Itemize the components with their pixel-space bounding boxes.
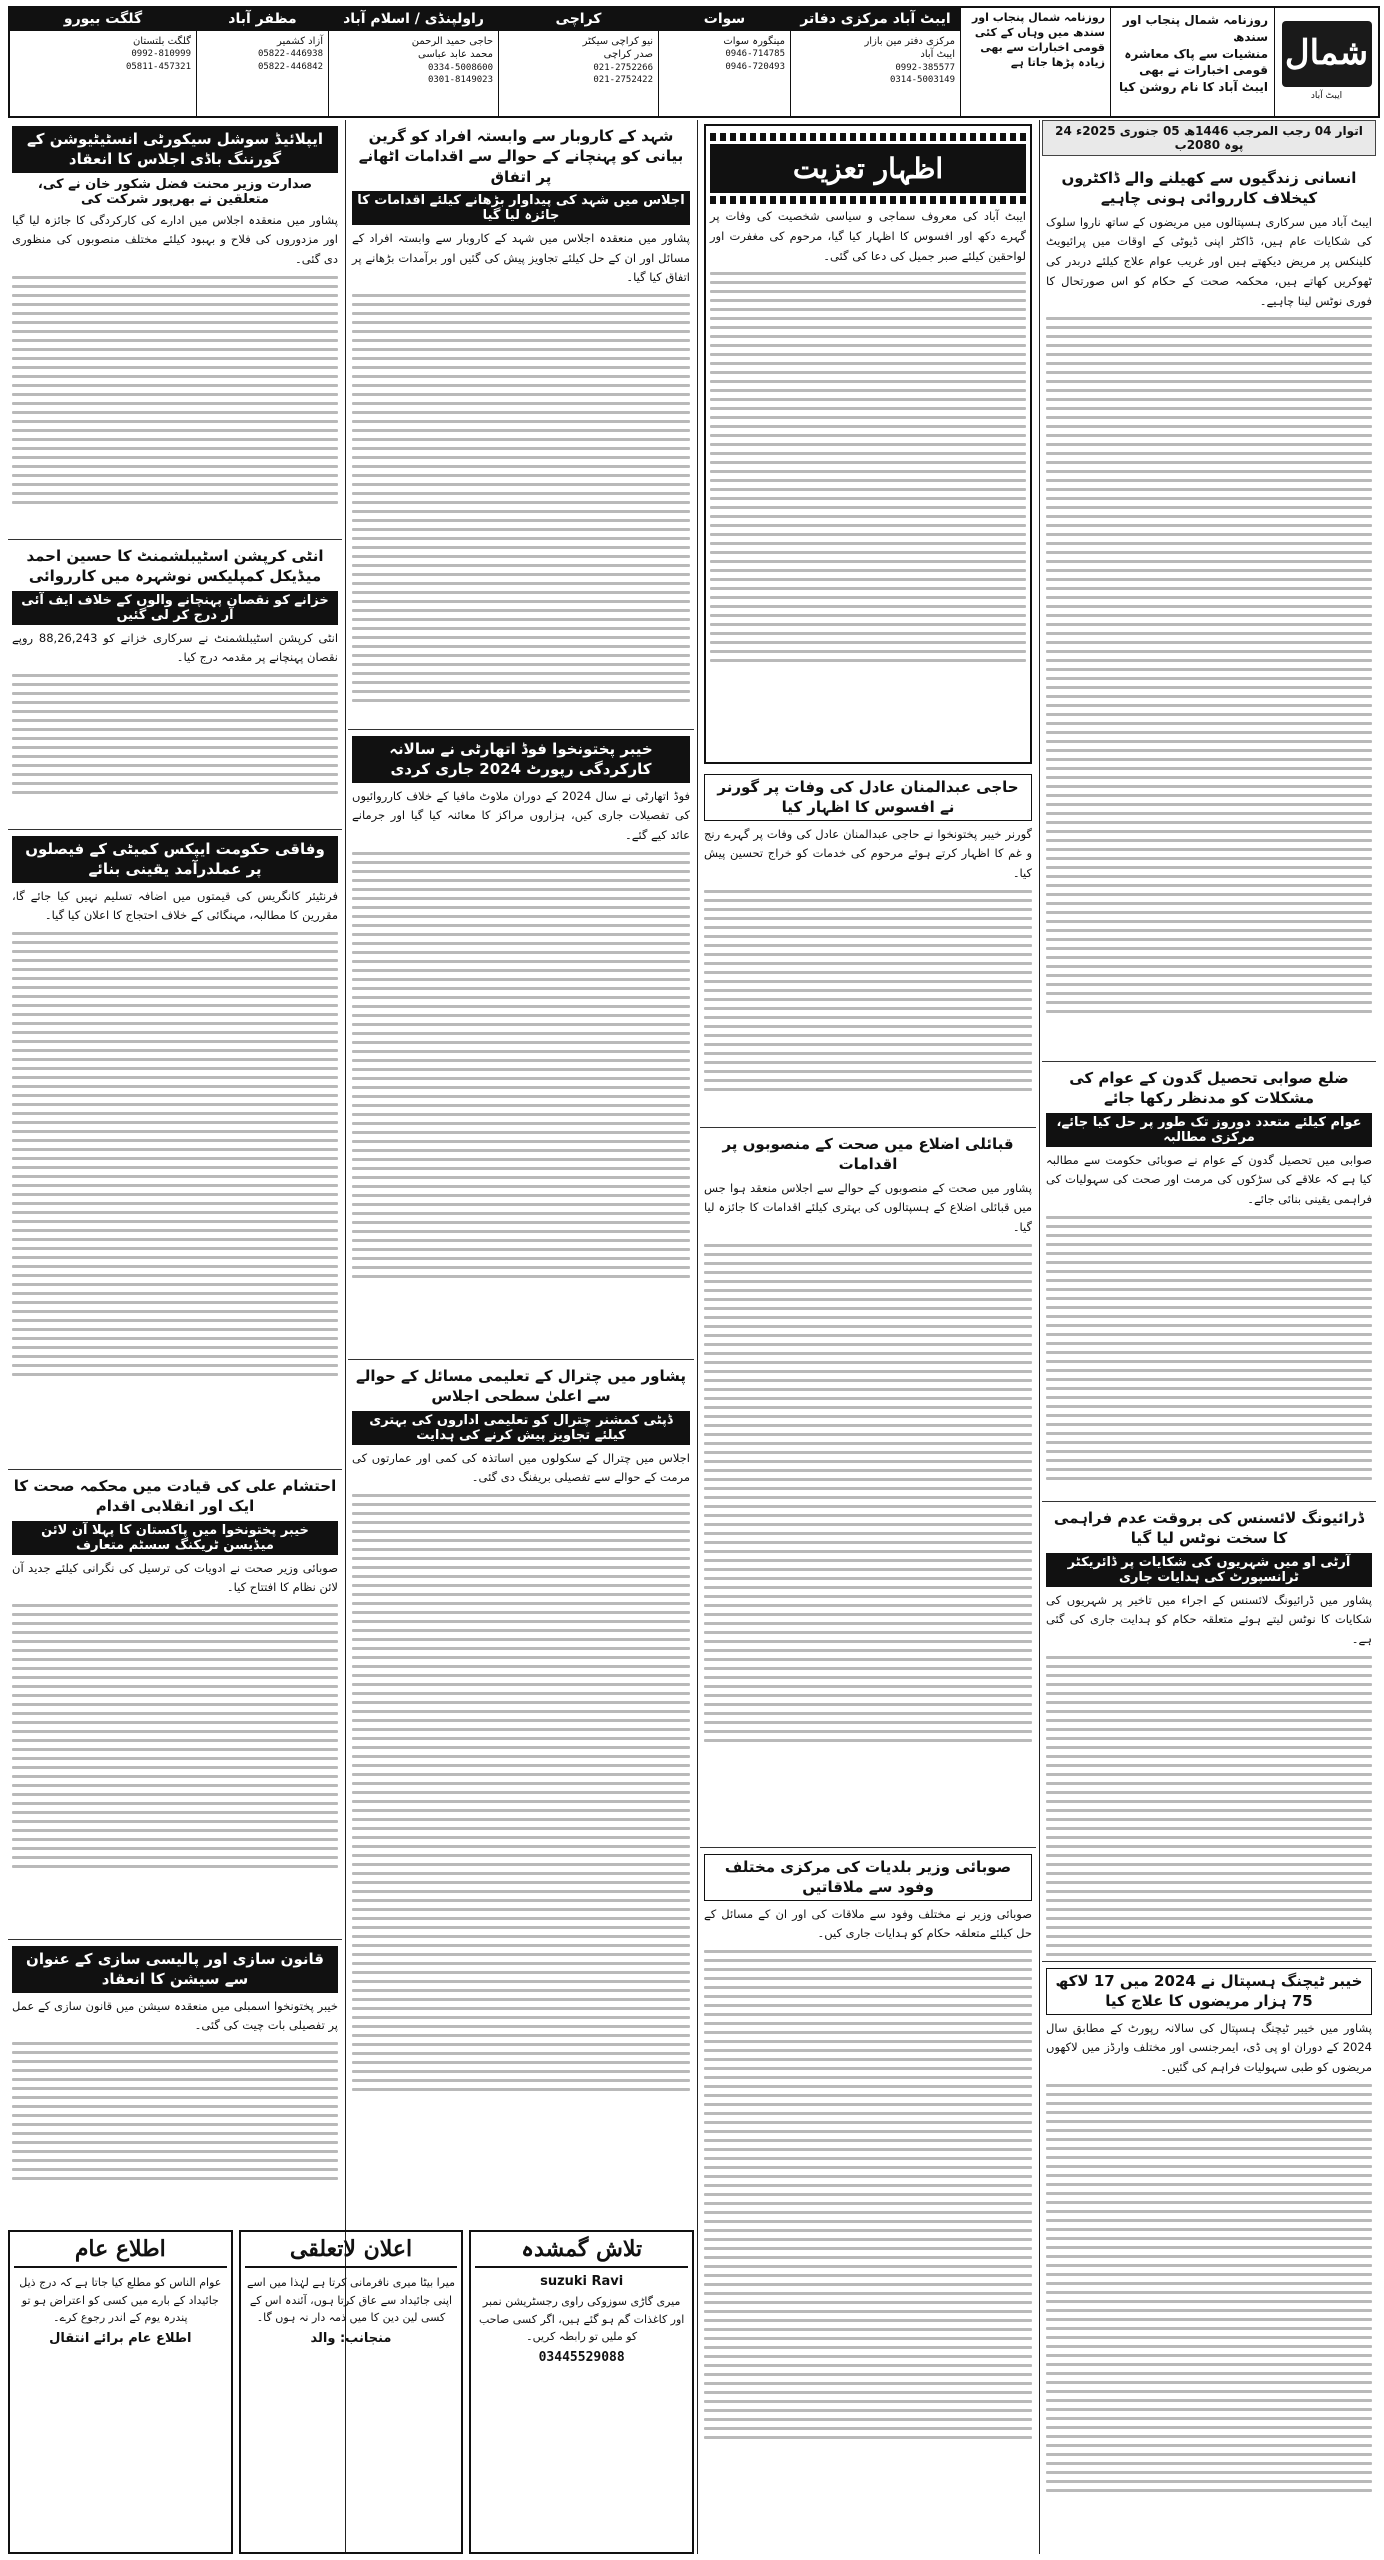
article-body: پشاور میں خیبر ٹیچنگ ہسپتال کی سالانہ رپورٹ کے مطابق سال 2024 کے دوران او پی ڈی، ایمرجنسی اور مختلف وارڈز میں لاکھوں مریضوں کو طبی سہولیات فراہم کی گئیں۔	[1046, 2020, 1372, 2075]
article-text-lines	[12, 932, 338, 1376]
ad-title: تلاش گمشدہ	[475, 2236, 688, 2268]
dateline: اتوار 04 رجب المرجب 1446ھ 05 جنوری 2025ء 24 پوہ 2080ب	[1042, 120, 1376, 156]
column-divider	[1039, 120, 1040, 2554]
ornament-border	[710, 196, 1026, 204]
article-body: پشاور میں صحت کے منصوبوں کے حوالے سے اجلاس منعقد ہوا جس میں قبائلی اضلاع کے ہسپتالوں کی بہتری کیلئے اقدامات کا جائزہ لیا گیا۔	[704, 1180, 1032, 1235]
ad-body: میرا بیٹا میری نافرمانی کرتا ہے لہٰذا میں اسے اپنی جائیداد سے عاق کرتا ہوں، آئندہ اس کے کسی لین دین کا میں ذمہ دار نہ ہوں گا۔	[246, 2276, 455, 2325]
article-body: اجلاس میں چترال کے سکولوں میں اساتذہ کی کمی اور عمارتوں کی مرمت کے حوالے سے تفصیلی بریفنگ دی گئی۔	[352, 1450, 690, 1485]
article-body: پشاور میں منعقدہ اجلاس میں شہد کے کاروبار سے وابستہ افراد کے مسائل اور ان کے حل کیلئے تجاویز پیش کی گئیں اور برآمدات بڑھانے پر اتفاق کیا گیا۔	[352, 230, 690, 285]
article-text-lines	[704, 1950, 1032, 2439]
article-body: صوبائی وزیر نے مختلف وفود سے ملاقات کی اور ان کے مسائل کے حل کیلئے متعلقہ حکام کو ہدایات جاری کیں۔	[704, 1906, 1032, 1941]
article-text-lines	[710, 272, 1026, 662]
article-headline: قبائلی اضلاع میں صحت کے منصوبوں پر اقدامات	[722, 1135, 1014, 1174]
column-divider	[345, 120, 346, 2554]
article-subhead: خزانے کو نقصان پہنچانے والوں کے خلاف ایف آئی آر درج کر لی گئیں	[12, 591, 338, 625]
office-line: مینگورہ سوات	[723, 35, 785, 47]
article-headline: انٹی کرپشن اسٹیبلشمنٹ کا حسین احمد میڈیکل کمپلیکس نوشہرہ میں کارروائی	[26, 547, 324, 586]
article-subhead: عوام کیلئے متعدد دوروز تک طور پر حل کیا جائے، مرکزی مطالبہ	[1046, 1113, 1372, 1147]
article-social-security	[8, 120, 342, 540]
article-chitral-education	[348, 1360, 694, 2224]
office-line: نیو کراچی سیکٹر	[582, 35, 653, 47]
office-phone: 05822-446938	[257, 49, 323, 60]
column-right	[1042, 120, 1376, 2554]
office-line: صدر کراچی	[603, 49, 653, 61]
office-phone: 0992-810999	[131, 49, 191, 60]
article-text-lines	[12, 1604, 338, 1868]
office-phone: 05822-446842	[257, 61, 323, 72]
condolence-body: ایبٹ آباد کی معروف سماجی و سیاسی شخصیت کی وفات پر گہرے دکھ اور افسوس کا اظہار کیا گیا، مرحوم کی مغفرت اور لواحقین کیلئے صبر جمیل کی دعا کی گئی۔	[710, 209, 1026, 263]
article-headline: احتشام علی کی قیادت میں محکمہ صحت کا ایک اور انقلابی اقدام	[13, 1477, 337, 1516]
brand-line: قومی اخبارات نے بھی	[1139, 63, 1268, 78]
office-phone: 0314-5003149	[889, 75, 955, 86]
column-center-left	[348, 120, 694, 2224]
article-minister-meetings	[700, 1848, 1036, 2548]
notice-line: قومی اخبارات سے بھی	[980, 40, 1105, 54]
article-body: صوبائی وزیر صحت نے ادویات کی ترسیل کی نگرانی کیلئے جدید آن لائن نظام کا افتتاح کیا۔	[12, 1560, 338, 1595]
office-line: مرکزی دفتر مین بازار	[864, 35, 955, 47]
article-body: انٹی کرپشن اسٹیبلشمنٹ نے سرکاری خزانے کو 88,26,243 روپے نقصان پہنچانے پر مقدمہ درج کیا۔	[12, 630, 339, 665]
article-editorial	[1042, 162, 1376, 1062]
article-text-lines	[352, 1494, 690, 2091]
article-body: فرنٹیئر کانگریس کی قیمتوں میں اضافہ تسلیم نہیں کیا جائے گا، مقررین کا مطالبہ، مہنگائی کے خلاف احتجاج کا اعلان کیا گیا۔	[12, 888, 338, 923]
office-karachi	[498, 8, 658, 116]
article-body: خیبر پختونخوا اسمبلی میں منعقدہ سیشن میں قانون سازی کے عمل پر تفصیلی بات چیت کی گئی۔	[12, 1998, 338, 2033]
office-phone: 021-2752422	[593, 75, 653, 86]
article-headline: خیبر پختونخوا فوڈ اتھارٹی نے سالانہ کارکردگی رپورٹ 2024 جاری کردی	[352, 736, 690, 783]
article-body: صوابی میں تحصیل گدون کے عوام نے صوبائی حکومت سے مطالبہ کیا ہے کہ علاقے کی سڑکوں کی مرمت اور صحت کی سہولیات کی فراہمی یقینی بنائی جائے۔	[1046, 1152, 1372, 1207]
article-text-lines	[12, 276, 338, 504]
office-rawalpindi	[328, 8, 498, 116]
article-text-lines	[1046, 1656, 1372, 1956]
article-honey	[348, 120, 694, 730]
logo-subtitle: ایبٹ آباد	[1310, 91, 1343, 102]
logo-block	[1274, 8, 1378, 116]
article-health-tracking	[8, 1470, 342, 1940]
article-headline: انسانی زندگیوں سے کھیلنے والے ڈاکٹروں کیخلاف کارروائی ہونی چاہیے	[1061, 169, 1357, 208]
article-body: ایبٹ آباد میں سرکاری ہسپتالوں میں مریضوں کے ساتھ ناروا سلوک کی شکایات عام ہیں، ڈاکٹر اپنی ڈیوٹی کے اوقات میں پرائیویٹ کلینکس پر مریض دیکھتے ہیں اور غریب عوام علاج کیلئے دربدر کی ٹھوکریں کھاتے ہیں، محکمہ صحت کے حکام کو اس صورتحال کا فوری نوٹس لینا چاہیے۔	[1046, 214, 1372, 308]
article-body: پشاور میں ڈرائیونگ لائسنس کے اجراء میں تاخیر پر شہریوں کی شکایات کا نوٹس لیتے ہوئے متعلقہ حکام کو ہدایت جاری کی گئی ہے۔	[1046, 1592, 1372, 1647]
article-headline: حاجی عبدالمنان عادل کی وفات پر گورنر نے افسوس کا اظہار کیا	[704, 774, 1032, 821]
office-swat	[658, 8, 790, 116]
ad-body: عوام الناس کو مطلع کیا جاتا ہے کہ درج ذیل جائیداد کے بارے میں کسی کو اعتراض ہو تو پندرہ یوم کے اندر رجوع کرے۔	[19, 2276, 222, 2325]
office-muzaffarabad	[196, 8, 328, 116]
office-line: گلگت بلتستان	[132, 35, 191, 47]
office-phone: 0946-714785	[725, 49, 785, 60]
office-phone: 0301-8149023	[427, 75, 493, 86]
article-body: گورنر خیبر پختونخوا نے حاجی عبدالمنان عادل کی وفات پر گہرے رنج و غم کا اظہار کرتے ہوئے مرحوم کی خدمات کو خراج تحسین پیش کیا۔	[704, 826, 1032, 881]
article-text-lines	[704, 1244, 1032, 1742]
article-governor	[700, 768, 1036, 1128]
article-subhead: خیبر پختونخوا میں پاکستان کا پہلا آن لائن میڈیسن ٹریکنگ سسٹم متعارف	[12, 1521, 338, 1555]
article-gadoon	[1042, 1062, 1376, 1502]
office-line: محمد عابد عباسی	[418, 49, 493, 61]
office-line: ایبٹ آباد	[920, 49, 955, 61]
office-line: آزاد کشمیر	[276, 35, 323, 47]
office-phone: 0334-5008600	[427, 62, 493, 73]
article-text-lines	[1046, 317, 1372, 1013]
article-khyber-hospital	[1042, 1962, 1376, 2554]
ad-phone: 03445529088	[538, 2349, 625, 2365]
office-title: گلگت بیورو	[10, 8, 196, 31]
article-text-lines	[352, 852, 690, 1278]
office-title: راولپنڈی / اسلام آباد	[329, 8, 498, 31]
article-headline: ایپلائیڈ سوشل سیکورٹی انسٹیٹیوشن کے گورننگ باڈی اجلاس کا انعقاد	[12, 126, 338, 173]
notice-line: زیادہ پڑھا جاتا ہے	[1010, 55, 1105, 69]
condolence-title: اظہار تعزیت	[710, 144, 1026, 193]
newspaper-logo: شمال	[1282, 21, 1372, 87]
article-health-projects	[700, 1128, 1036, 1848]
office-title: مظفر آباد	[197, 8, 328, 31]
office-gilgit	[10, 8, 196, 116]
office-phone: 05811-457321	[125, 61, 191, 72]
article-text-lines	[12, 674, 338, 794]
article-headline: وفاقی حکومت ایپکس کمیٹی کے فیصلوں پر عملدرآمد یقینی بنائے	[12, 836, 338, 883]
article-headline: صوبائی وزیر بلدیات کی مرکزی مختلف وفود سے ملاقاتیں	[704, 1854, 1032, 1901]
article-license	[1042, 1502, 1376, 1962]
classified-ads	[8, 2230, 694, 2554]
ad-highlight: suzuki Ravi	[540, 2274, 624, 2289]
article-text-lines	[1046, 2084, 1372, 2492]
column-left	[8, 120, 342, 2224]
article-subhead: ڈپٹی کمشنر چترال کو تعلیمی اداروں کی بہتری کیلئے تجاویز پیش کرنے کی ہدایت	[352, 1411, 690, 1445]
office-title: سوات	[659, 8, 790, 31]
masthead	[8, 6, 1380, 118]
ad-body: میری گاڑی سوزوکی راوی رجسٹریشن نمبر اور کاغذات گم ہو گئے ہیں، اگر کسی صاحب کو ملیں تو رابطہ کریں۔	[478, 2295, 685, 2344]
article-body: فوڈ اتھارٹی نے سال 2024 کے دوران ملاوٹ مافیا کے خلاف کارروائیوں کی تفصیلات جاری کیں، ہزاروں مراکز کا معائنہ کیا گیا اور جرمانے عائد کیے گئے۔	[352, 788, 691, 843]
ad-highlight: اطلاع عام برائے انتقال	[49, 2330, 192, 2346]
condolence-box	[704, 124, 1032, 764]
article-text-lines	[12, 2042, 338, 2180]
article-body: پشاور میں منعقدہ اجلاس میں ادارے کی کارکردگی کا جائزہ لیا گیا اور مزدوروں کی فلاح و بہبود کیلئے مختلف منصوبوں کی منظوری دی گئی۔	[12, 212, 338, 267]
ad-title: اطلاع عام	[14, 2236, 227, 2268]
ad-highlight: منجانب: والد	[310, 2330, 392, 2346]
article-headline: شہد کے کاروبار سے وابستہ افراد کو گرین بیانی کو پہنچانے کے حوالے سے اقدامات اٹھانے پر اتفاق	[358, 127, 684, 186]
column-center-right	[700, 120, 1036, 2554]
article-headline: پشاور میں چترال کے تعلیمی مسائل کے حوالے سے اعلیٰ سطحی اجلاس	[356, 1367, 686, 1406]
brand-lines	[1110, 8, 1274, 116]
column-divider	[697, 120, 698, 2554]
article-headline: ڈرائیونگ لائسنس کی بروقت عدم فراہمی کا سخت نوٹس لیا گیا	[1053, 1509, 1365, 1548]
ad-missing-item	[469, 2230, 694, 2554]
brand-line: منشیات سے پاک معاشرہ	[1124, 46, 1268, 61]
office-title: کراچی	[499, 8, 658, 31]
article-text-lines	[352, 294, 690, 702]
office-phone: 0946-720493	[725, 61, 785, 72]
article-headline: ضلع صوابی تحصیل گدون کے عوام کی مشکلات کو مدنظر رکھا جائے	[1069, 1069, 1349, 1108]
article-food-authority	[348, 730, 694, 1360]
ad-disownment	[239, 2230, 464, 2554]
office-line: حاجی حمید الرحمن	[411, 35, 493, 47]
office-title: ایبٹ آباد مرکزی دفاتر	[791, 8, 960, 31]
article-federal-government	[8, 830, 342, 1470]
circulation-notice	[960, 8, 1110, 116]
article-text-lines	[1046, 1216, 1372, 1480]
office-phone: 021-2752266	[593, 62, 653, 73]
ad-public-notice	[8, 2230, 233, 2554]
ornament-border	[710, 133, 1026, 141]
office-phone: 0992-385577	[895, 62, 955, 73]
article-subhead: اجلاس میں شہد کی پیداوار بڑھانے کیلئے اقدامات کا جائزہ لیا گیا	[352, 191, 690, 225]
article-legislation-session	[8, 1940, 342, 2224]
article-headline: خیبر ٹیچنگ ہسپتال نے 2024 میں 17 لاکھ 75 ہزار مریضوں کا علاج کیا	[1046, 1968, 1372, 2015]
brand-line: ایبٹ آباد کا نام روشن کیا	[1118, 80, 1268, 95]
article-subhead: صدارت وزیر محنت فضل شکور خان نے کی، متعلقین نے بھرپور شرکت کی	[37, 176, 313, 207]
article-text-lines	[704, 890, 1032, 1091]
ad-title: اعلان لاتعلقی	[245, 2236, 458, 2268]
article-headline: قانون سازی اور پالیسی سازی کے عنوان سے سیشن کا انعقاد	[12, 1946, 338, 1993]
article-anti-corruption	[8, 540, 342, 830]
office-abbottabad	[790, 8, 960, 116]
article-subhead: آرٹی او میں شہریوں کی شکایات پر ڈائریکٹر ٹرانسپورٹ کی ہدایات جاری	[1046, 1553, 1372, 1587]
notice-line: روزنامہ شمال پنجاب اور	[971, 11, 1105, 24]
brand-line: روزنامہ شمال پنجاب اور سندھ	[1122, 13, 1268, 44]
notice-line: سندھ میں وہاں کے کئی	[974, 25, 1105, 39]
